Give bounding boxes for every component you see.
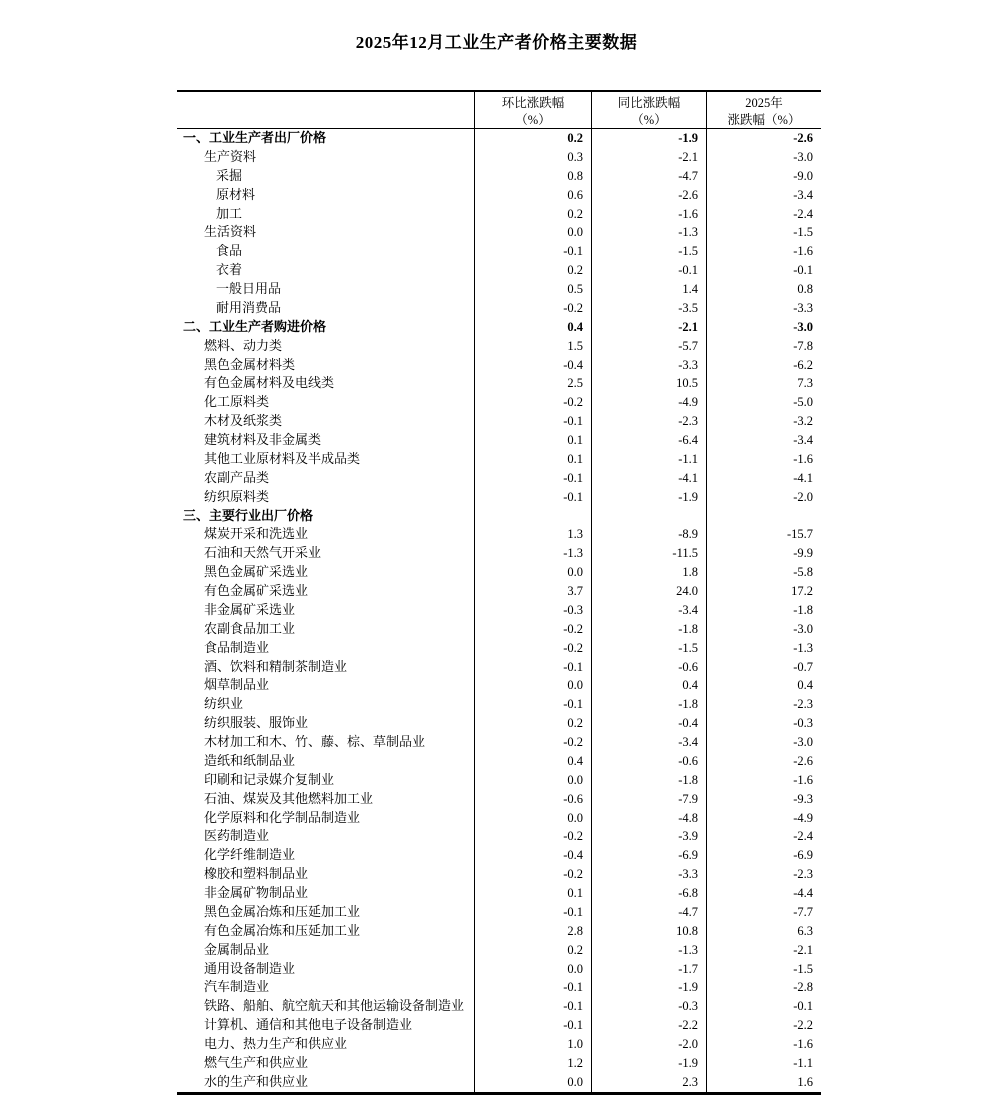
row-value-ytd: -3.0 [706, 620, 821, 639]
row-value-mom: 1.0 [474, 1035, 591, 1054]
row-value-ytd: -5.8 [706, 563, 821, 582]
row-value-ytd: -1.6 [706, 450, 821, 469]
row-value-yoy: -1.9 [591, 488, 706, 507]
row-value-mom: 0.0 [474, 771, 591, 790]
row-value-ytd: 6.3 [706, 922, 821, 941]
row-label: 铁路、船舶、航空航天和其他运输设备制造业 [204, 998, 465, 1014]
row-value-yoy: -7.9 [591, 790, 706, 809]
row-value-mom: -0.1 [474, 978, 591, 997]
table-row [177, 582, 821, 601]
table-row [177, 242, 821, 261]
row-value-mom: 3.7 [474, 582, 591, 601]
row-value-yoy: -0.1 [591, 261, 706, 280]
row-value-ytd: -3.0 [706, 148, 821, 167]
table-row [177, 639, 821, 658]
row-value-yoy: -3.3 [591, 356, 706, 375]
row-value-yoy: -1.3 [591, 941, 706, 960]
header-ytd-line1: 2025年 [745, 96, 783, 110]
row-label: 通用设备制造业 [204, 960, 296, 976]
row-value-ytd: -6.9 [706, 846, 821, 865]
row-value-ytd: 0.4 [706, 676, 821, 695]
row-value-yoy: -2.1 [591, 318, 706, 337]
header-yoy-line1: 同比涨跌幅 [617, 96, 681, 110]
table-row [177, 544, 821, 563]
row-value-mom: -0.1 [474, 695, 591, 714]
table-row [177, 1054, 821, 1073]
row-value-ytd: -0.1 [706, 261, 821, 280]
table-row [177, 412, 821, 431]
row-value-mom: 0.5 [474, 280, 591, 299]
row-value-ytd: -2.6 [706, 752, 821, 771]
row-value-ytd: -2.0 [706, 488, 821, 507]
table-row [177, 809, 821, 828]
row-label: 石油和天然气开采业 [204, 545, 322, 561]
row-value-ytd: -1.6 [706, 771, 821, 790]
row-value-yoy: -0.6 [591, 752, 706, 771]
row-value-mom: -0.2 [474, 733, 591, 752]
table-row [177, 223, 821, 242]
row-value-ytd: -3.3 [706, 299, 821, 318]
row-label: 衣着 [216, 262, 243, 278]
row-value-yoy: 0.4 [591, 676, 706, 695]
row-value-yoy: -1.1 [591, 450, 706, 469]
row-value-ytd: -3.0 [706, 318, 821, 337]
row-value-yoy: -0.4 [591, 714, 706, 733]
row-value-ytd: -1.5 [706, 960, 821, 979]
row-value-yoy: -0.3 [591, 997, 706, 1016]
header-category-cell [177, 92, 474, 129]
table-row [177, 337, 821, 356]
row-label: 纺织原料类 [204, 488, 270, 504]
table-row [177, 695, 821, 714]
row-value-ytd: -0.3 [706, 714, 821, 733]
table-row [177, 941, 821, 960]
table-row [177, 148, 821, 167]
row-value-ytd: -0.7 [706, 658, 821, 677]
row-value-mom: -0.2 [474, 827, 591, 846]
row-label: 农副食品加工业 [204, 620, 296, 636]
row-label: 三、主要行业出厂价格 [183, 507, 314, 523]
row-value-yoy [591, 507, 706, 526]
row-label: 木材及纸浆类 [204, 413, 283, 429]
row-label: 非金属矿物制品业 [204, 885, 309, 900]
row-value-yoy: -2.3 [591, 412, 706, 431]
table-row [177, 790, 821, 809]
header-ytd-cell [706, 92, 821, 129]
row-label: 酒、饮料和精制茶制造业 [204, 658, 348, 674]
row-value-ytd: -6.2 [706, 356, 821, 375]
row-value-yoy: 24.0 [591, 582, 706, 601]
row-value-ytd: -9.9 [706, 544, 821, 563]
row-value-yoy: -8.9 [591, 525, 706, 544]
row-value-ytd: -2.3 [706, 695, 821, 714]
table-row [177, 997, 821, 1016]
row-value-yoy: -3.9 [591, 827, 706, 846]
row-value-mom: 0.1 [474, 884, 591, 903]
row-label: 二、工业生产者购进价格 [183, 318, 327, 334]
row-label: 生产资料 [204, 148, 257, 164]
row-label: 生活资料 [204, 224, 257, 240]
row-value-mom: 0.4 [474, 318, 591, 337]
row-value-ytd: 0.8 [706, 280, 821, 299]
row-value-mom: 0.2 [474, 941, 591, 960]
row-value-yoy: -2.0 [591, 1035, 706, 1054]
row-value-yoy: -0.6 [591, 658, 706, 677]
table-row [177, 507, 821, 526]
row-value-ytd: -2.1 [706, 941, 821, 960]
row-value-mom: -0.3 [474, 601, 591, 620]
row-value-yoy: -6.8 [591, 884, 706, 903]
table-row [177, 393, 821, 412]
table-row [177, 922, 821, 941]
price-table [177, 90, 821, 1095]
header-mom-line2: （%） [515, 112, 551, 127]
row-value-mom: 0.0 [474, 563, 591, 582]
header-yoy-cell [591, 92, 706, 129]
row-label: 一般日用品 [216, 281, 282, 296]
row-value-mom [474, 507, 591, 526]
table-body [177, 129, 821, 1092]
table-row [177, 752, 821, 771]
row-value-mom: 2.8 [474, 922, 591, 941]
row-label: 一、工业生产者出厂价格 [183, 130, 327, 145]
row-value-ytd: -3.4 [706, 431, 821, 450]
table-row [177, 469, 821, 488]
table-row [177, 676, 821, 695]
row-value-ytd: -1.6 [706, 1035, 821, 1054]
table-row [177, 356, 821, 375]
row-value-ytd: -1.5 [706, 223, 821, 242]
row-label: 耐用消费品 [216, 299, 282, 315]
table-row [177, 658, 821, 677]
row-value-yoy: -1.5 [591, 242, 706, 261]
row-value-yoy: -6.9 [591, 846, 706, 865]
row-value-ytd: -2.4 [706, 205, 821, 224]
table-row [177, 186, 821, 205]
row-label: 其他工业原材料及半成品类 [204, 450, 361, 466]
row-value-mom: -1.3 [474, 544, 591, 563]
row-label: 燃料、动力类 [204, 337, 283, 353]
row-value-ytd: -0.1 [706, 997, 821, 1016]
row-value-mom: -0.1 [474, 997, 591, 1016]
row-value-mom: -0.1 [474, 903, 591, 922]
row-value-ytd: -3.2 [706, 412, 821, 431]
row-value-ytd: -3.4 [706, 186, 821, 205]
row-value-ytd: 1.6 [706, 1073, 821, 1092]
page-title: 2025年12月工业生产者价格主要数据 [355, 33, 638, 52]
row-value-ytd: -3.0 [706, 733, 821, 752]
row-value-yoy: -1.7 [591, 960, 706, 979]
row-value-yoy: -3.4 [591, 733, 706, 752]
row-value-mom: 0.6 [474, 186, 591, 205]
table-row [177, 450, 821, 469]
row-value-mom: -0.1 [474, 412, 591, 431]
row-value-yoy: -1.8 [591, 620, 706, 639]
row-label: 农副产品类 [204, 469, 270, 485]
row-label: 食品制造业 [204, 639, 270, 655]
row-label: 黑色金属矿采选业 [204, 564, 309, 580]
row-value-ytd: -15.7 [706, 525, 821, 544]
row-value-ytd: -4.4 [706, 884, 821, 903]
row-value-yoy: -1.9 [591, 129, 706, 148]
row-value-mom: 1.3 [474, 525, 591, 544]
row-label: 加工 [216, 205, 243, 221]
row-label: 有色金属材料及电线类 [204, 375, 335, 391]
row-value-mom: -0.1 [474, 658, 591, 677]
row-label: 纺织业 [204, 696, 244, 712]
row-label: 建筑材料及非金属类 [204, 432, 322, 447]
table-row [177, 1016, 821, 1035]
row-value-yoy: -1.8 [591, 771, 706, 790]
row-label: 化学原料和化学制品制造业 [204, 809, 361, 825]
row-label: 采掘 [216, 167, 243, 183]
table-row [177, 846, 821, 865]
row-value-mom: 2.5 [474, 374, 591, 393]
row-value-yoy: -11.5 [591, 544, 706, 563]
row-value-ytd: -9.0 [706, 167, 821, 186]
row-value-yoy: 10.8 [591, 922, 706, 941]
row-value-yoy: -4.9 [591, 393, 706, 412]
row-value-mom: -0.2 [474, 299, 591, 318]
row-label: 黑色金属冶炼和压延加工业 [204, 903, 361, 919]
table-row [177, 205, 821, 224]
row-value-mom: -0.1 [474, 488, 591, 507]
row-label: 有色金属冶炼和压延加工业 [204, 922, 361, 938]
table-row [177, 733, 821, 752]
row-value-ytd: -2.4 [706, 827, 821, 846]
row-value-ytd: -1.6 [706, 242, 821, 261]
row-label: 化学纤维制造业 [204, 847, 296, 863]
row-label: 电力、热力生产和供应业 [204, 1036, 348, 1051]
row-value-ytd: -2.3 [706, 865, 821, 884]
table-row [177, 714, 821, 733]
row-value-mom: 0.3 [474, 148, 591, 167]
row-value-mom: 0.0 [474, 676, 591, 695]
row-label: 有色金属矿采选业 [204, 583, 309, 598]
row-value-ytd: -2.6 [706, 129, 821, 148]
row-value-yoy: -3.3 [591, 865, 706, 884]
row-label: 烟草制品业 [204, 677, 270, 693]
table-row [177, 771, 821, 790]
table-row [177, 884, 821, 903]
table-row [177, 903, 821, 922]
row-label: 汽车制造业 [204, 979, 270, 995]
row-value-ytd: -2.2 [706, 1016, 821, 1035]
table-header-row [177, 92, 821, 129]
table-row [177, 299, 821, 318]
row-value-ytd: -9.3 [706, 790, 821, 809]
row-value-mom: -0.4 [474, 846, 591, 865]
row-label: 橡胶和塑料制品业 [204, 866, 309, 882]
row-label: 计算机、通信和其他电子设备制造业 [204, 1017, 413, 1033]
row-value-mom: 0.2 [474, 714, 591, 733]
row-value-mom: 0.0 [474, 809, 591, 828]
table-row [177, 865, 821, 884]
row-label: 纺织服装、服饰业 [204, 715, 309, 731]
table-row [177, 318, 821, 337]
row-value-ytd: 7.3 [706, 374, 821, 393]
table-row [177, 280, 821, 299]
table-row [177, 1073, 821, 1092]
table-row [177, 601, 821, 620]
row-value-ytd: 17.2 [706, 582, 821, 601]
row-value-mom: 1.5 [474, 337, 591, 356]
row-value-yoy: 1.8 [591, 563, 706, 582]
row-label: 造纸和纸制品业 [204, 752, 296, 768]
row-value-mom: -0.2 [474, 393, 591, 412]
row-value-yoy: 1.4 [591, 280, 706, 299]
row-value-yoy: -4.7 [591, 167, 706, 186]
row-value-ytd: -1.3 [706, 639, 821, 658]
row-value-yoy: -3.5 [591, 299, 706, 318]
row-value-ytd [706, 507, 821, 526]
table-row [177, 129, 821, 148]
row-value-mom: 0.0 [474, 960, 591, 979]
table-row [177, 978, 821, 997]
row-value-ytd: -1.8 [706, 601, 821, 620]
table-row [177, 488, 821, 507]
row-value-yoy: -4.1 [591, 469, 706, 488]
row-value-yoy: -1.6 [591, 205, 706, 224]
row-value-ytd: -4.9 [706, 809, 821, 828]
row-value-yoy: -6.4 [591, 431, 706, 450]
row-value-yoy: -4.8 [591, 809, 706, 828]
row-value-yoy: -1.9 [591, 978, 706, 997]
row-label: 化工原料类 [204, 394, 270, 410]
row-value-ytd: -7.8 [706, 337, 821, 356]
row-value-mom: 1.2 [474, 1054, 591, 1073]
table-row [177, 960, 821, 979]
row-value-mom: 0.0 [474, 223, 591, 242]
row-label: 石油、煤炭及其他燃料加工业 [204, 790, 374, 806]
table-row [177, 620, 821, 639]
row-label: 原材料 [216, 186, 256, 202]
header-mom-cell [474, 92, 591, 129]
row-label: 印刷和记录媒介复制业 [204, 771, 335, 787]
row-value-ytd: -5.0 [706, 393, 821, 412]
row-value-yoy: -2.2 [591, 1016, 706, 1035]
row-value-mom: -0.6 [474, 790, 591, 809]
row-label: 煤炭开采和洗选业 [204, 526, 309, 542]
row-label: 金属制品业 [204, 941, 270, 957]
row-value-yoy: -3.4 [591, 601, 706, 620]
row-value-mom: 0.0 [474, 1073, 591, 1092]
row-value-ytd: -2.8 [706, 978, 821, 997]
table-row [177, 431, 821, 450]
row-value-mom: 0.1 [474, 450, 591, 469]
header-yoy-line2: （%） [631, 112, 667, 127]
header-ytd-line2: 涨跌幅（%） [727, 112, 801, 127]
row-value-yoy: -5.7 [591, 337, 706, 356]
row-value-yoy: 2.3 [591, 1073, 706, 1092]
table-row [177, 261, 821, 280]
row-value-mom: 0.1 [474, 431, 591, 450]
row-value-mom: 0.2 [474, 129, 591, 148]
row-value-mom: -0.1 [474, 469, 591, 488]
row-value-yoy: -1.5 [591, 639, 706, 658]
row-value-yoy: -1.8 [591, 695, 706, 714]
table-row [177, 827, 821, 846]
row-label: 黑色金属材料类 [204, 356, 296, 372]
table-row [177, 1035, 821, 1054]
row-label: 燃气生产和供应业 [204, 1054, 309, 1070]
row-value-yoy: -4.7 [591, 903, 706, 922]
table-row [177, 374, 821, 393]
row-value-yoy: -2.6 [591, 186, 706, 205]
row-label: 医药制造业 [204, 828, 270, 844]
row-value-mom: -0.2 [474, 639, 591, 658]
table-row [177, 563, 821, 582]
row-value-mom: -0.2 [474, 865, 591, 884]
row-value-yoy: -1.3 [591, 223, 706, 242]
row-value-mom: -0.1 [474, 1016, 591, 1035]
row-value-ytd: -7.7 [706, 903, 821, 922]
row-value-yoy: -2.1 [591, 148, 706, 167]
row-label: 非金属矿采选业 [204, 601, 296, 617]
table-row [177, 167, 821, 186]
row-value-mom: 0.8 [474, 167, 591, 186]
row-value-mom: 0.4 [474, 752, 591, 771]
row-value-mom: -0.2 [474, 620, 591, 639]
row-label: 木材加工和木、竹、藤、棕、草制品业 [204, 734, 426, 749]
row-value-mom: -0.4 [474, 356, 591, 375]
row-value-mom: -0.1 [474, 242, 591, 261]
row-label: 水的生产和供应业 [204, 1073, 309, 1089]
row-value-ytd: -1.1 [706, 1054, 821, 1073]
table-row [177, 525, 821, 544]
row-value-yoy: 10.5 [591, 374, 706, 393]
row-value-mom: 0.2 [474, 261, 591, 280]
row-value-ytd: -4.1 [706, 469, 821, 488]
row-label: 食品 [216, 243, 243, 259]
row-value-yoy: -1.9 [591, 1054, 706, 1073]
header-mom-line1: 环比涨跌幅 [501, 96, 565, 110]
row-value-mom: 0.2 [474, 205, 591, 224]
